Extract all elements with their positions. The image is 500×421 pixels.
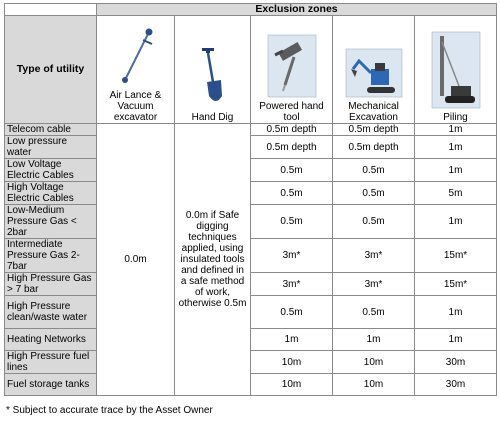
tool-label-powered-hand-tool: Powered hand tool xyxy=(259,101,324,123)
piling-value: 5m xyxy=(415,182,497,205)
mechanical-value: 0.5m xyxy=(333,182,415,205)
footnote: * Subject to accurate trace by the Asset Owner xyxy=(6,405,213,416)
utility-name: Intermediate Pressure Gas 2-7bar xyxy=(5,239,97,273)
piling-value: 1m xyxy=(415,159,497,182)
tool-label-piling: Piling xyxy=(443,112,468,123)
exclusion-zones-table xyxy=(4,3,497,396)
powered-value: 3m* xyxy=(251,239,333,273)
mechanical-value: 10m xyxy=(333,351,415,374)
powered-value: 10m xyxy=(251,351,333,374)
utility-name: High Pressure fuel lines xyxy=(5,351,97,374)
spade-icon xyxy=(193,44,233,110)
table-row xyxy=(5,374,497,396)
piling-value: 15m* xyxy=(415,273,497,296)
utility-name: Low-Medium Pressure Gas < 2bar xyxy=(5,205,97,239)
tool-hand-dig xyxy=(175,16,251,124)
table-row xyxy=(5,159,497,182)
table-row xyxy=(5,136,497,159)
piling-value: 1m xyxy=(415,124,497,136)
piling-value: 1m xyxy=(415,205,497,239)
tool-label-hand-dig: Hand Dig xyxy=(191,112,234,123)
powered-value: 0.5m depth xyxy=(251,136,333,159)
powered-value: 1m xyxy=(251,329,333,351)
mechanical-value: 10m xyxy=(333,374,415,396)
table-row xyxy=(5,205,497,239)
zones-header-row xyxy=(5,4,497,16)
powered-value: 0.5m depth xyxy=(251,124,333,136)
air-lance-merged-value: 0.0m xyxy=(97,124,175,396)
table-row xyxy=(5,296,497,329)
hand-dig-merged-value: 0.0m if Safe digging techniques applied, using insulated tools and defined in a safe method of work, otherwise 0.5m xyxy=(175,124,251,396)
tool-label-mechanical-excavation: Mechanical Excavation xyxy=(348,101,399,123)
piling-rig-icon xyxy=(431,30,481,110)
table-row xyxy=(5,182,497,205)
piling-value: 1m xyxy=(415,296,497,329)
powered-value: 0.5m xyxy=(251,182,333,205)
mechanical-value: 0.5m xyxy=(333,205,415,239)
tool-mechanical-excavation xyxy=(333,16,415,124)
type-of-utility-heading: Type of utility xyxy=(5,16,97,124)
mechanical-value: 3m* xyxy=(333,273,415,296)
piling-value: 1m xyxy=(415,136,497,159)
tools-header-row xyxy=(5,16,497,124)
table-row xyxy=(5,273,497,296)
powered-value: 10m xyxy=(251,374,333,396)
mechanical-value: 0.5m depth xyxy=(333,124,415,136)
utility-name: Heating Networks xyxy=(5,329,97,351)
tool-air-lance xyxy=(97,16,175,124)
excavator-icon xyxy=(345,47,403,99)
utility-name: Fuel storage tanks xyxy=(5,374,97,396)
utility-name: High Pressure Gas > 7 bar xyxy=(5,273,97,296)
utility-name: High Voltage Electric Cables xyxy=(5,182,97,205)
mechanical-value: 3m* xyxy=(333,239,415,273)
piling-value: 30m xyxy=(415,351,497,374)
utility-name: Low Voltage Electric Cables xyxy=(5,159,97,182)
powered-value: 0.5m xyxy=(251,296,333,329)
corner-cell xyxy=(5,4,97,16)
tool-piling xyxy=(415,16,497,124)
piling-value: 15m* xyxy=(415,239,497,273)
piling-value: 30m xyxy=(415,374,497,396)
piling-value: 1m xyxy=(415,329,497,351)
powered-value: 3m* xyxy=(251,273,333,296)
utility-name: High Pressure clean/waste water xyxy=(5,296,97,329)
mechanical-value: 0.5m xyxy=(333,296,415,329)
table-row xyxy=(5,239,497,273)
table-row xyxy=(5,124,497,136)
tool-powered-hand-tool xyxy=(251,16,333,124)
powered-value: 0.5m xyxy=(251,205,333,239)
table-row xyxy=(5,351,497,374)
powered-hand-tool-icon xyxy=(267,33,317,99)
tool-label-air-lance: Air Lance & Vacuum excavator xyxy=(109,90,162,123)
air-lance-icon xyxy=(116,26,156,88)
mechanical-value: 1m xyxy=(333,329,415,351)
utility-name: Low pressure water xyxy=(5,136,97,159)
exclusion-zones-heading: Exclusion zones xyxy=(97,4,497,16)
powered-value: 0.5m xyxy=(251,159,333,182)
table-row xyxy=(5,329,497,351)
utility-name: Telecom cable xyxy=(5,124,97,136)
mechanical-value: 0.5m depth xyxy=(333,136,415,159)
mechanical-value: 0.5m xyxy=(333,159,415,182)
